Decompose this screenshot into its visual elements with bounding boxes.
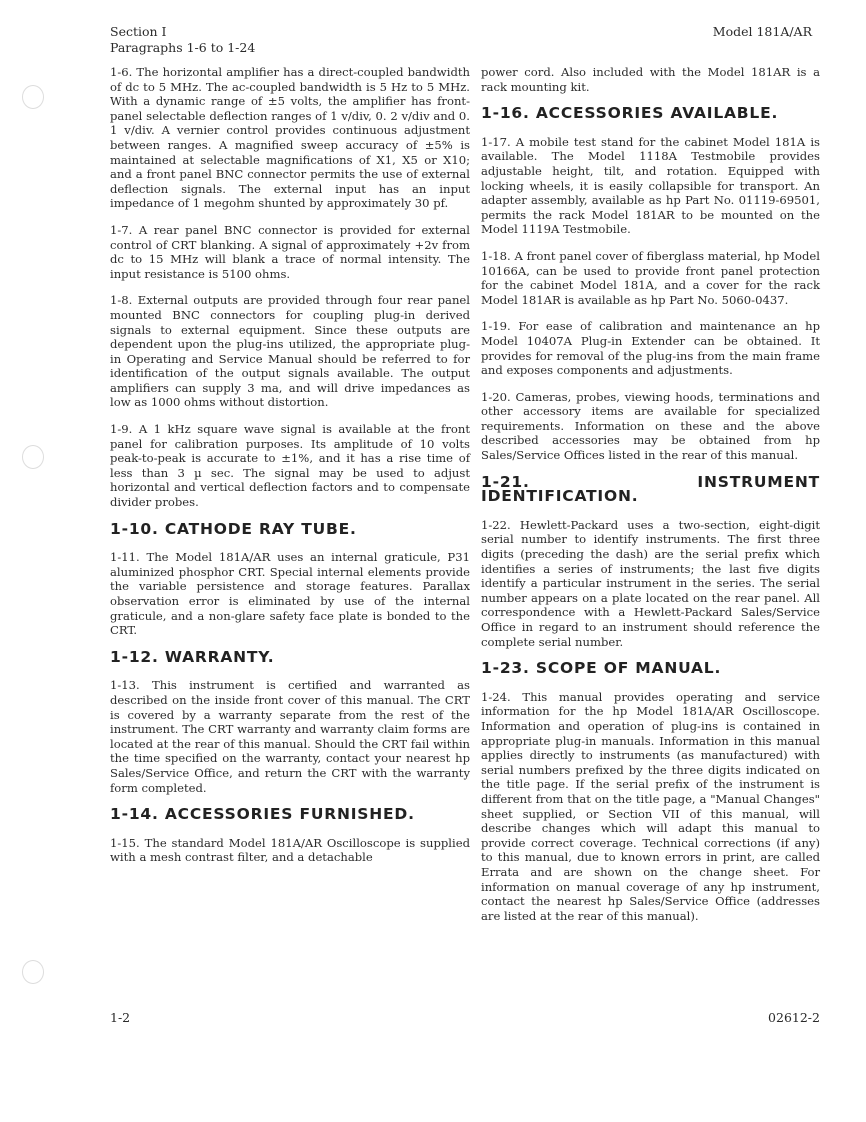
binder-hole-mark <box>22 85 44 109</box>
paragraph: 1-9. A 1 kHz square wave signal is available at the front panel for calibration purposes. Its amplitude of 10 volts peak-to-peak is accurate to ±1%, and it has a rise time of less than 3 µ sec. The signal may be used to adjust horizontal and vertical deflection factors and to compensate divider probes. <box>110 422 470 510</box>
paragraph: 1-6. The horizontal amplifier has a direct-coupled bandwidth of dc to 5 MHz. The ac-coupled bandwidth is 5 Hz to 5 MHz. With a dynamic range of ±5 volts, the amplifier has front-panel selectable deflection ranges of 1 v/div, 0. 2 v/div and 0. 1 v/div. A vernier control provides continuous adjustment between ranges. A magnified sweep accuracy of ±5% is maintained at selectable magnifications of X1, X5 or X10; and a front panel BNC connector permits the use of external deflection signals. The external input has an input impedance of 1 megohm shunted by approximately 30 pf. <box>110 65 470 211</box>
paragraph: 1-17. A mobile test stand for the cabinet Model 181A is available. The Model 1118A Testmobile provides adjustable height, tilt, and rotation. Equipped with locking wheels, it is easily collapsible for transport. An adapter assembly, available as hp Part No. 01119-69501, permits the rack Model 181AR to be mounted on the Model 1119A Testmobile. <box>481 134 820 237</box>
section-heading: 1-10. CATHODE RAY TUBE. <box>110 519 357 538</box>
section-heading: 1-12. WARRANTY. <box>110 647 275 666</box>
paragraph: 1-18. A front panel cover of fiberglass material, hp Model 10166A, can be used to provide front panel protection for the cabinet Model 181A, and a cover for the rack Model 181AR is available as hp Part No. 5060-0437. <box>481 248 820 307</box>
paragraph: 1-13. This instrument is certified and warranted as described on the inside front cover of this manual. The CRT is covered by a warranty separate from the rest of the instrument. The CRT warranty and warranty claim forms are located at the rear of this manual. Should the CRT fail within the time specified on the warranty, contact your nearest hp Sales/Service Office, and return the CRT with the warranty form completed. <box>110 678 470 795</box>
right-column <box>481 65 820 935</box>
paragraph: 1-7. A rear panel BNC connector is provided for external control of CRT blanking. A signal of approximately +2v from dc to 15 MHz will blank a trace of normal intensity. The input resistance is 5100 ohms. <box>110 222 470 281</box>
document-code: 02612-2 <box>768 1010 820 1025</box>
left-column <box>110 65 470 877</box>
binder-hole-mark <box>22 960 44 984</box>
paragraph: 1-20. Cameras, probes, viewing hoods, terminations and other accessory items are available for specialized requirements. Information on these and the above described accessories may be obtained from hp Sales/Service Offices listed in the rear of this manual. <box>481 389 820 463</box>
model-label: Model 181A/AR <box>712 24 812 39</box>
section-heading: 1-21. INSTRUMENT IDENTIFICATION. <box>481 472 820 506</box>
page-number: 1-2 <box>110 1010 131 1025</box>
paragraph: 1-22. Hewlett-Packard uses a two-section, eight-digit serial number to identify instruments. The first three digits (preceding the dash) are the serial prefix which identifies a series of instruments; the last five digits identify a particular instrument in the series. The serial number appears on a plate located on the rear panel. All correspondence with a Hewlett-Packard Sales/Service Office in regard to an instrument should reference the complete serial number. <box>481 517 820 649</box>
paragraph: power cord. Also included with the Model 181AR is a rack mounting kit. <box>481 65 820 94</box>
paragraph: 1-15. The standard Model 181A/AR Oscilloscope is supplied with a mesh contrast filter, and a detachable <box>110 835 470 865</box>
section-heading: 1-16. ACCESSORIES AVAILABLE. <box>481 104 779 123</box>
paragraphs-range: Paragraphs 1-6 to 1-24 <box>110 40 256 55</box>
paragraph: 1-24. This manual provides operating and service information for the hp Model 181A/AR Oscilloscope. Information and operation of plug-ins is contained in appropriate plug-in manuals. Information in this manual applies directly to instruments (as manufactured) with serial numbers prefixed by the three digits indicated on the title page. If the serial prefix of the instrument is different from that on the title page, a "Manual Changes" sheet supplied, or Section VII of this manual, will describe changes which will adapt this manual to provide correct coverage. Technical corrections (if any) to this manual, due to known errors in print, are called Errata and are shown on the change sheet. For information on manual coverage of any hp instrument, contact the nearest hp Sales/Service Office (addresses are listed at the rear of this manual). <box>481 689 820 923</box>
section-heading: 1-23. SCOPE OF MANUAL. <box>481 659 722 678</box>
page-header-left <box>110 24 255 56</box>
paragraph: 1-19. For ease of calibration and maintenance an hp Model 10407A Plug-in Extender can be obtained. It provides for removal of the plug-ins from the main frame and exposes components and adjustments. <box>481 319 820 378</box>
section-label: Section I <box>110 24 167 39</box>
section-heading: 1-14. ACCESSORIES FURNISHED. <box>110 805 415 824</box>
paragraph: 1-11. The Model 181A/AR uses an internal graticule, P31 aluminized phosphor CRT. Special internal elements provide the variable persistence and storage features. Parallax observation error is eliminated by use of the internal graticule, and a non-glare safety face plate is bonded to the CRT. <box>110 550 470 638</box>
paragraph: 1-8. External outputs are provided through four rear panel mounted BNC connectors for coupling plug-in derived signals to external equipment. Since these outputs are dependent upon the plug-ins utilized, the appropriate plug-in Operating and Service Manual should be referred to for identification of the output signals available. The output amplifiers can supply 3 ma, and will drive impedances as low as 1000 ohms without distortion. <box>110 293 470 410</box>
binder-hole-mark <box>22 445 44 469</box>
